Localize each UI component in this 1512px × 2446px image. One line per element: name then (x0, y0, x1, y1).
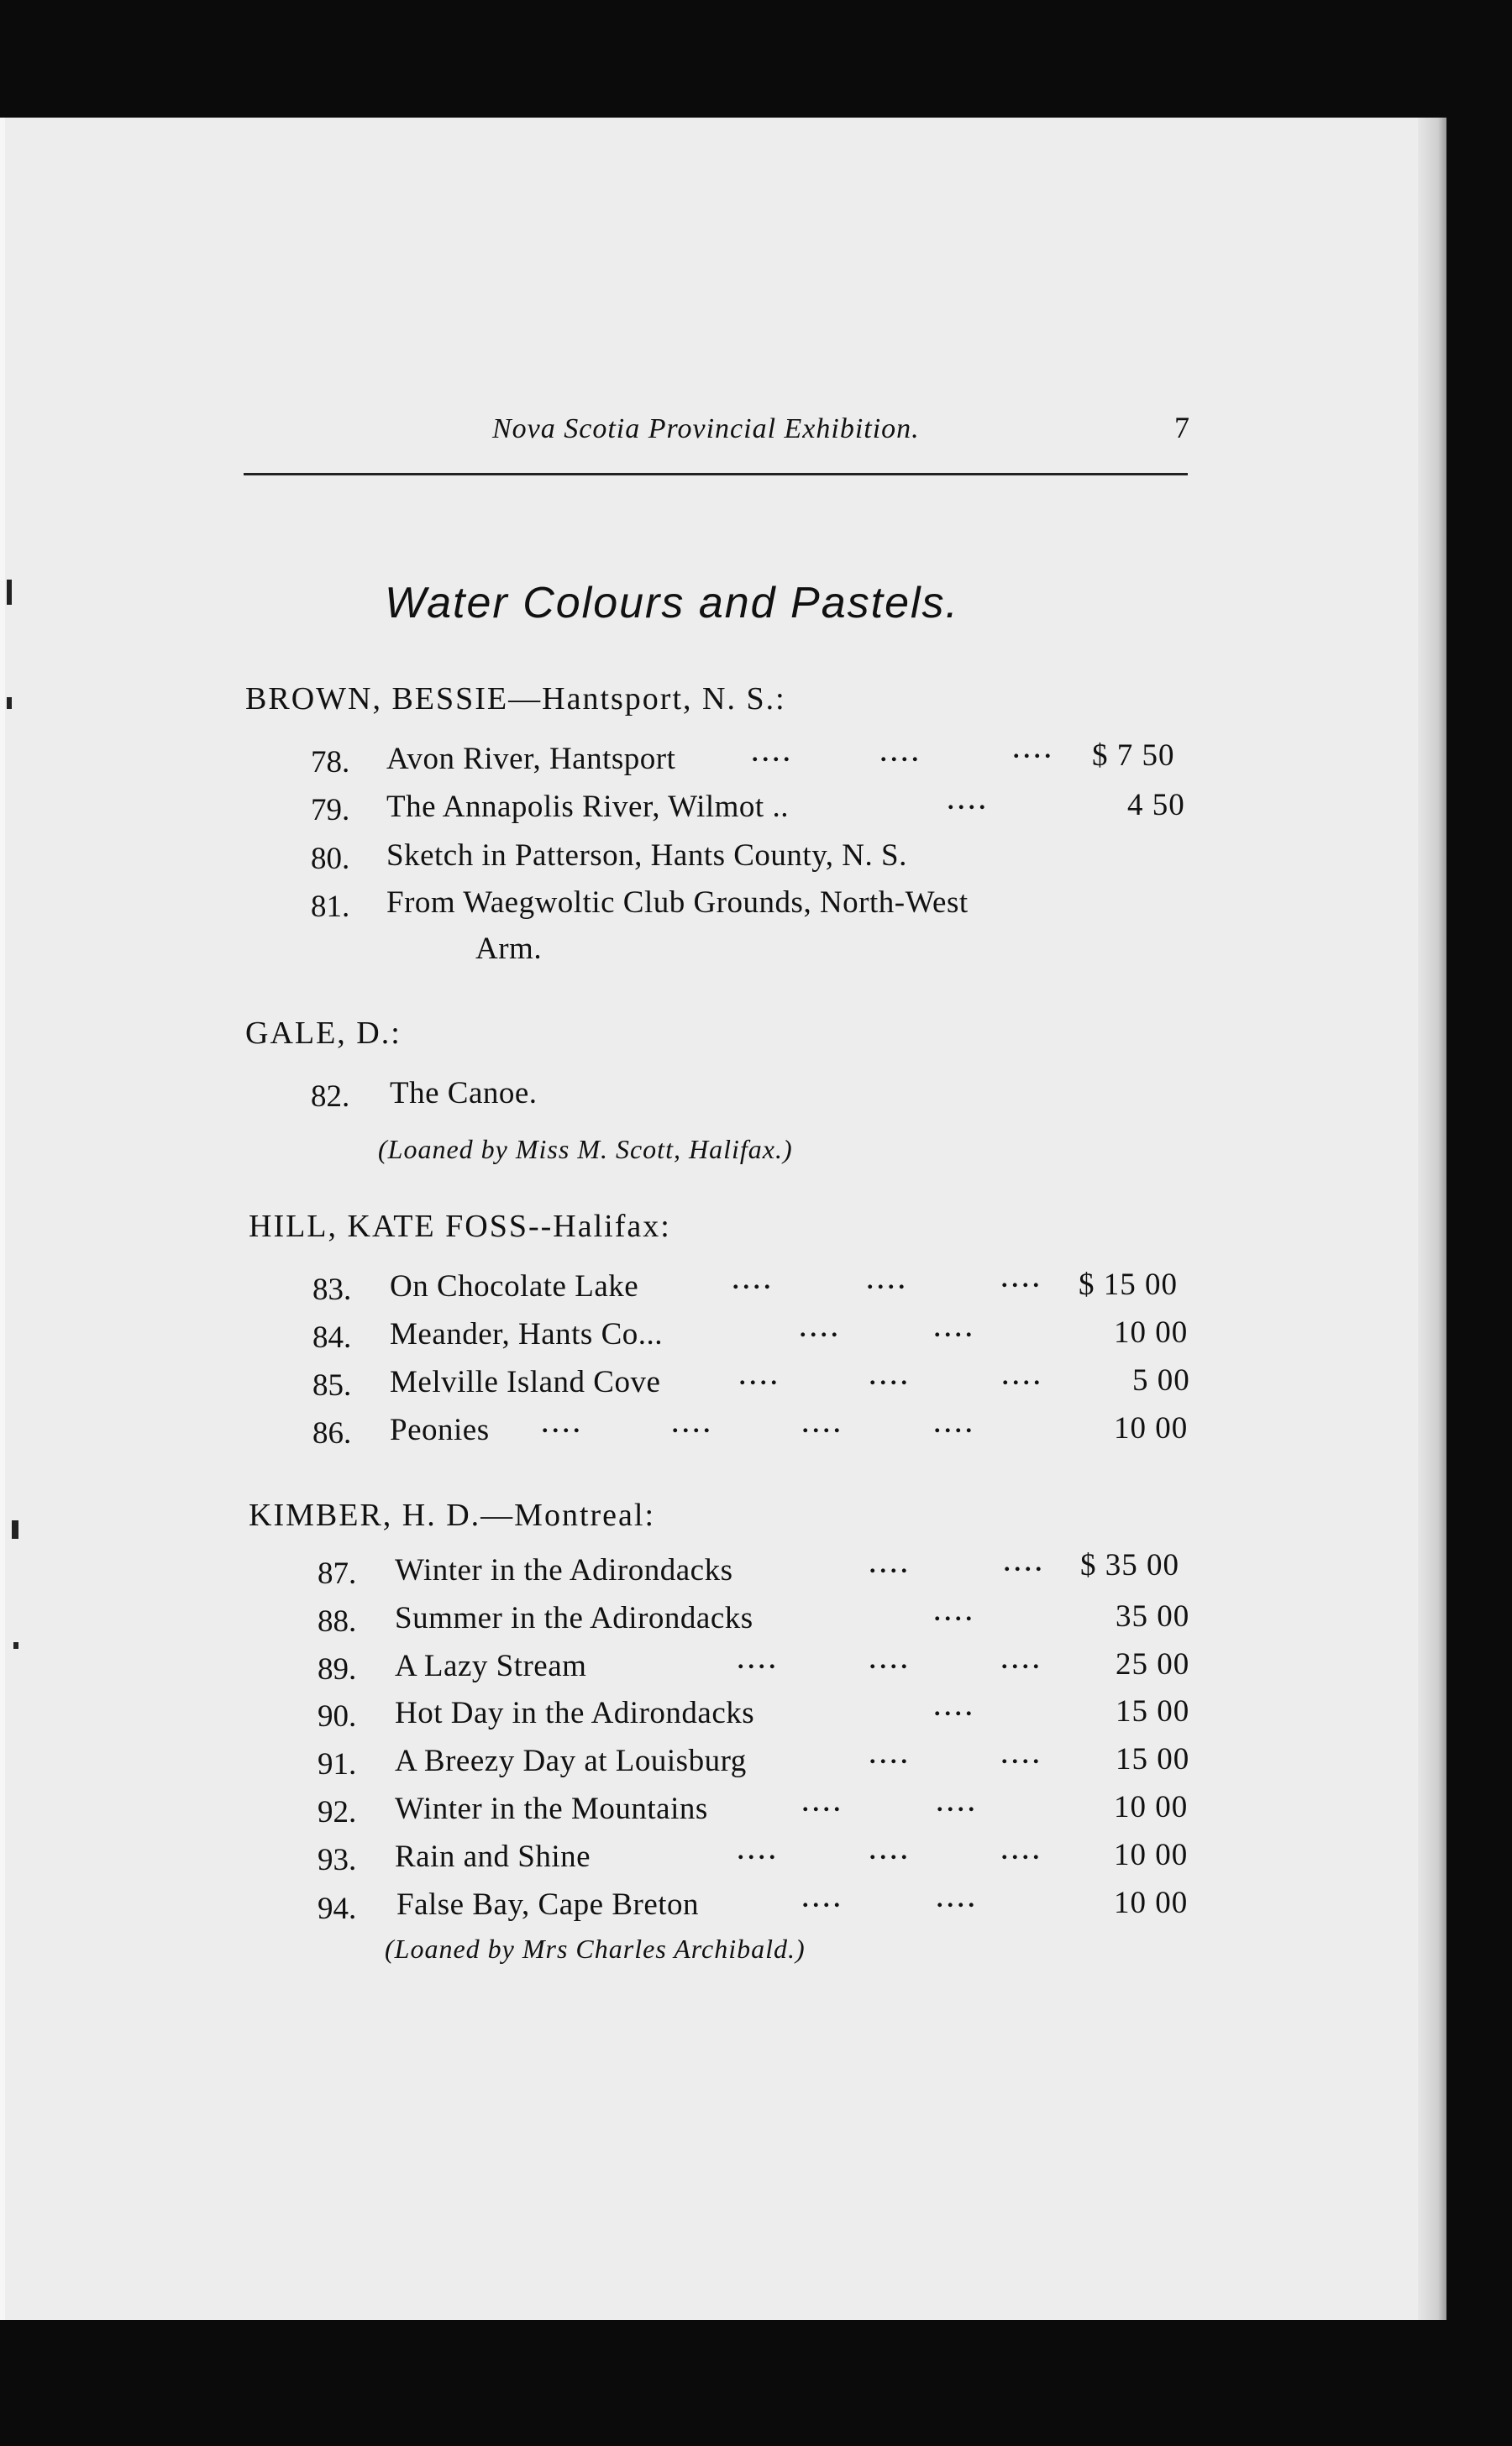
item-number: 92. (318, 1795, 357, 1829)
item-price: $ 7 50 (1092, 738, 1175, 773)
item-price: 10 00 (1114, 1790, 1189, 1824)
artist-heading: KIMBER, H. D.—Montreal: (249, 1498, 656, 1533)
artist-heading: GALE, D.: (245, 1016, 402, 1051)
dot-leader: .... (802, 1885, 844, 1913)
item-number: 94. (318, 1892, 357, 1926)
dot-leader: .... (739, 1362, 781, 1390)
item-price: 4 50 (1127, 788, 1185, 822)
item-title: The Canoe. (390, 1076, 538, 1110)
section-title: Water Colours and Pastels. (385, 579, 959, 627)
dot-leader: .... (869, 1837, 911, 1865)
dot-leader: .... (869, 1551, 911, 1578)
item-price: $ 15 00 (1079, 1268, 1178, 1302)
dot-leader: .... (1001, 1265, 1043, 1293)
item-price: 15 00 (1116, 1742, 1190, 1777)
dot-leader: .... (867, 1267, 909, 1294)
item-title: Rain and Shine (395, 1840, 591, 1874)
dot-leader: .... (1013, 736, 1055, 764)
dot-leader: .... (1002, 1362, 1044, 1390)
item-number: 78. (311, 745, 350, 779)
item-price: 10 00 (1114, 1315, 1189, 1350)
running-header: Nova Scotia Provincial Exhibition. (492, 413, 920, 444)
item-title: Summer in the Adirondacks (395, 1601, 753, 1635)
page-number: 7 (1174, 411, 1189, 444)
artist-heading: BROWN, BESSIE—Hantsport, N. S.: (245, 681, 786, 716)
loan-note: (Loaned by Miss M. Scott, Halifax.) (378, 1134, 793, 1164)
item-price: 35 00 (1116, 1599, 1190, 1634)
item-title: The Annapolis River, Wilmot .. (386, 790, 789, 824)
item-title: Peonies (390, 1413, 490, 1447)
item-title: Meander, Hants Co... (390, 1317, 664, 1352)
item-price: 25 00 (1116, 1647, 1190, 1682)
dot-leader: .... (869, 1646, 911, 1674)
item-title: A Lazy Stream (395, 1649, 587, 1683)
item-price: $ 35 00 (1080, 1548, 1179, 1583)
loan-note: (Loaned by Mrs Charles Archibald.) (385, 1934, 806, 1964)
item-price: 10 00 (1114, 1838, 1189, 1872)
dot-leader: .... (1001, 1741, 1043, 1769)
margin-mark (7, 697, 12, 709)
item-price: 5 00 (1132, 1363, 1190, 1398)
dot-leader: .... (948, 787, 990, 815)
dot-leader: .... (937, 1789, 979, 1817)
item-number: 93. (318, 1843, 357, 1877)
item-title: Winter in the Mountains (395, 1792, 708, 1826)
dot-leader: .... (934, 1315, 976, 1342)
dot-leader: .... (934, 1598, 976, 1626)
header-rule (244, 473, 1188, 475)
item-number: 89. (318, 1652, 357, 1687)
item-number: 80. (311, 842, 350, 876)
dot-leader: .... (1004, 1549, 1046, 1577)
item-title: False Bay, Cape Breton (396, 1887, 700, 1922)
item-title: Melville Island Cove (390, 1365, 661, 1399)
dot-leader: .... (1001, 1837, 1043, 1865)
dot-leader: .... (738, 1837, 780, 1865)
item-number: 79. (311, 793, 350, 827)
book-page (0, 118, 1441, 2320)
dot-leader: .... (752, 739, 794, 767)
dot-leader: .... (672, 1410, 714, 1438)
item-number: 83. (312, 1273, 352, 1307)
artist-heading: HILL, KATE FOSS--Halifax: (249, 1209, 671, 1244)
item-title: From Waegwoltic Club Grounds, North-West (386, 885, 969, 920)
item-title: On Chocolate Lake (390, 1269, 639, 1304)
item-number: 91. (318, 1747, 357, 1782)
dot-leader: .... (800, 1315, 842, 1342)
dot-leader: .... (738, 1646, 780, 1674)
item-number: 81. (311, 890, 350, 924)
margin-mark (12, 1520, 18, 1539)
item-title: Winter in the Adirondacks (395, 1553, 733, 1588)
item-number: 87. (318, 1556, 357, 1591)
margin-mark (13, 1642, 18, 1649)
item-number: 90. (318, 1699, 357, 1734)
item-title: Sketch in Patterson, Hants County, N. S. (386, 838, 907, 873)
dot-leader: .... (869, 1741, 911, 1769)
dot-leader: .... (880, 739, 922, 767)
dot-leader: .... (802, 1789, 844, 1817)
item-number: 85. (312, 1368, 352, 1403)
dot-leader: .... (542, 1410, 584, 1438)
item-number: 88. (318, 1604, 357, 1639)
dot-leader: .... (937, 1885, 979, 1913)
page-edge-shadow (1418, 118, 1446, 2320)
item-price: 10 00 (1114, 1886, 1189, 1920)
dot-leader: .... (732, 1267, 774, 1294)
dot-leader: .... (934, 1693, 976, 1721)
item-title-continued: Arm. (475, 932, 543, 966)
margin-mark (7, 580, 12, 605)
dot-leader: .... (802, 1410, 844, 1438)
item-price: 10 00 (1114, 1411, 1189, 1446)
item-title: A Breezy Day at Louisburg (395, 1744, 747, 1778)
item-number: 82. (311, 1079, 350, 1114)
item-price: 15 00 (1116, 1694, 1190, 1729)
dot-leader: .... (869, 1362, 911, 1390)
item-number: 84. (312, 1320, 352, 1355)
dot-leader: .... (1001, 1646, 1043, 1674)
dot-leader: .... (934, 1410, 976, 1438)
item-title: Avon River, Hantsport (386, 742, 676, 776)
item-number: 86. (312, 1416, 352, 1451)
item-title: Hot Day in the Adirondacks (395, 1696, 755, 1730)
